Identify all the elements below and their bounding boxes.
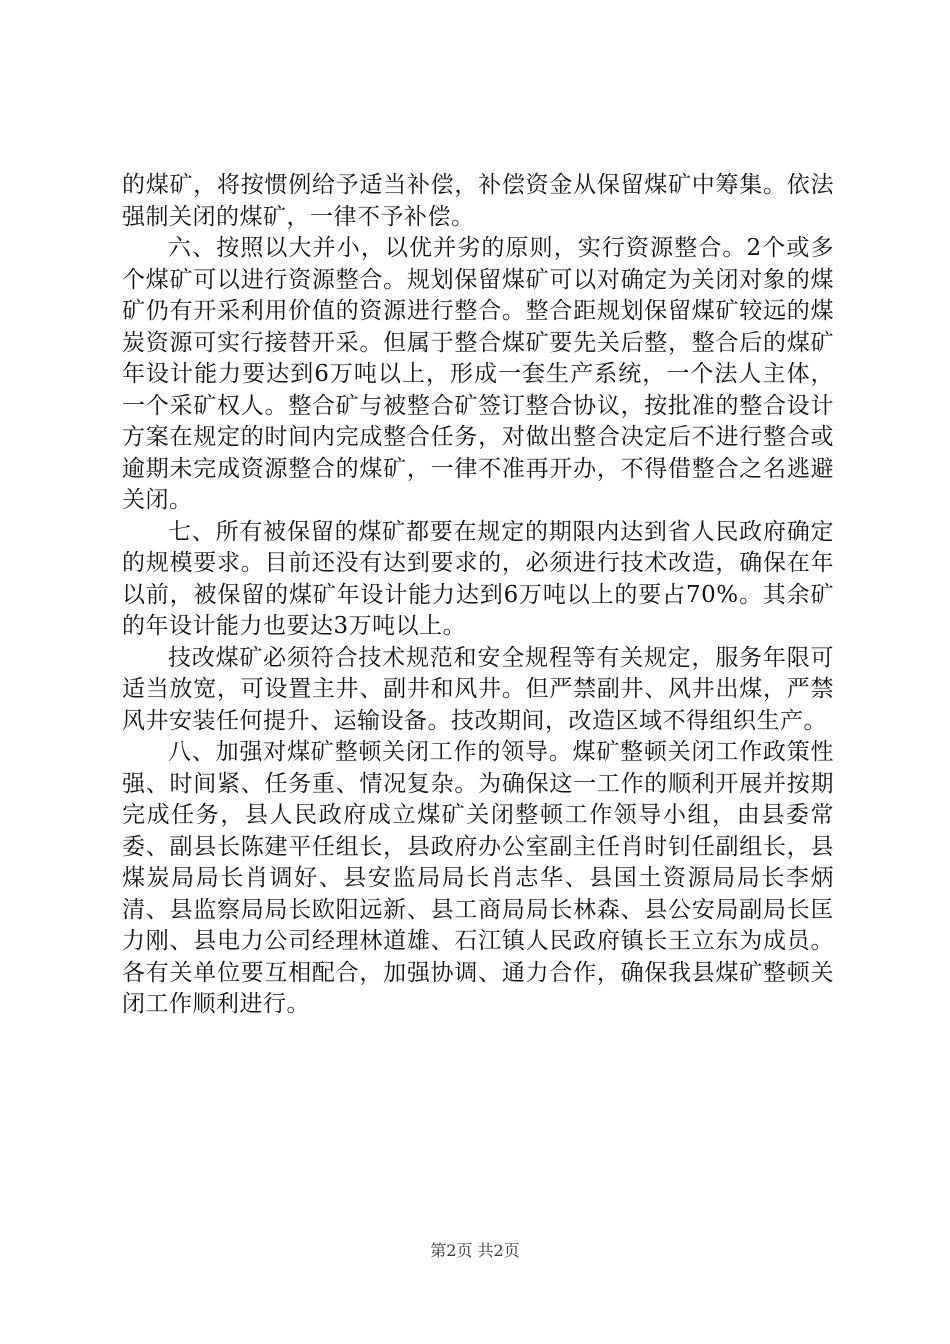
paragraph-section-seven: 七、所有被保留的煤矿都要在规定的期限内达到省人民政府确定的规模要求。目前还没有达到要求的，必须进行技术改造，确保在年以前，被保留的煤矿年设计能力达到6万吨以上的要占70%。其余矿的年设计能力也要达3万吨以上。 (122, 518, 834, 639)
document-body (122, 170, 834, 1021)
paragraph-continuation: 的煤矿，将按惯例给予适当补偿，补偿资金从保留煤矿中筹集。依法强制关闭的煤矿，一律不予补偿。 (122, 172, 834, 230)
paragraph-section-eight: 八、加强对煤矿整顿关闭工作的领导。煤矿整顿关闭工作政策性强、时间紧、任务重、情况复杂。为确保这一工作的顺利开展并按期完成任务，县人民政府成立煤矿关闭整顿工作领导小组，由县委常委、副县长陈建平任组长，县政府办公室副主任肖时钊任副组长，县煤炭局局长肖调好、县安监局局长肖志华、县国土资源局局长李炳清、县监察局局长欧阳远新、县工商局局长林森、县公安局副局长匡力刚、县电力公司经理林道雄、石江镇人民政府镇长王立东为成员。各有关单位要互相配合，加强协调、通力合作，确保我县煤矿整顿关闭工作顺利进行。 (122, 739, 834, 1017)
paragraph-technical-reform: 技改煤矿必须符合技术规范和安全规程等有关规定，服务年限可适当放宽，可设置主井、副井和风井。但严禁副井、风井出煤，严禁风井安装任何提升、运输设备。技改期间，改造区域不得组织生产。 (122, 644, 834, 734)
paragraph-section-six: 六、按照以大并小，以优并劣的原则，实行资源整合。2个或多个煤矿可以进行资源整合。规划保留煤矿可以对确定为关闭对象的煤矿仍有开采利用价值的资源进行整合。整合距规划保留煤矿较远的煤炭资源可实行接替开采。但属于整合煤矿要先关后整，整合后的煤矿年设计能力要达到6万吨以上，形成一套生产系统，一个法人主体，一个采矿权人。整合矿与被整合矿签订整合协议，按批准的整合设计方案在规定的时间内完成整合任务，对做出整合决定后不进行整合或逾期未完成资源整合的煤矿，一律不准再开办，不得借整合之名逃避关闭。 (122, 235, 834, 513)
page-number-footer: 第2页 共2页 (430, 1241, 520, 1260)
